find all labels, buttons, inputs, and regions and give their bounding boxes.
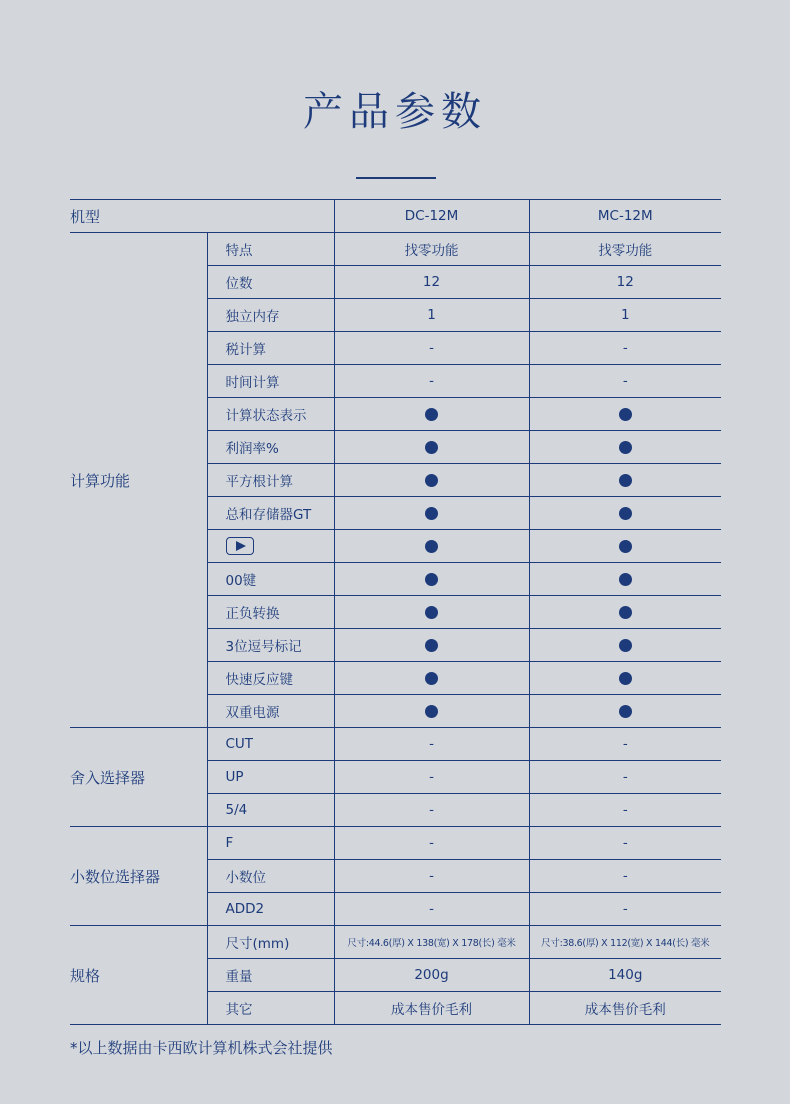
value-mc-5 <box>529 398 721 431</box>
category-decimal: 小数位选择器 <box>70 827 207 926</box>
value-dc-17: - <box>334 794 529 827</box>
value-dc-13 <box>334 662 529 695</box>
value-dc-7 <box>334 464 529 497</box>
value-mc-19: - <box>529 860 721 893</box>
value-mc-18: - <box>529 827 721 860</box>
feature-label: 计算状态表示 <box>207 398 334 431</box>
table-row <box>70 827 721 860</box>
value-mc-23: 成本售价毛利 <box>529 992 721 1025</box>
value-mc-9 <box>529 530 721 563</box>
value-dc-2: 1 <box>334 299 529 332</box>
model-label: 机型 <box>70 200 334 233</box>
feature-label: 税计算 <box>207 332 334 365</box>
value-dc-8 <box>334 497 529 530</box>
value-mc-22: 140g <box>529 959 721 992</box>
feature-dot-icon <box>619 507 632 520</box>
value-mc-4: - <box>529 365 721 398</box>
value-dc-11 <box>334 596 529 629</box>
feature-dot-icon <box>425 672 438 685</box>
feature-label: 正负转换 <box>207 596 334 629</box>
feature-label: 3位逗号标记 <box>207 629 334 662</box>
value-mc-12 <box>529 629 721 662</box>
feature-label: ADD2 <box>207 893 334 926</box>
value-dc-3: - <box>334 332 529 365</box>
feature-label: 总和存储器GT <box>207 497 334 530</box>
feature-dot-icon <box>619 474 632 487</box>
value-mc-1: 12 <box>529 266 721 299</box>
feature-label: 尺寸(mm) <box>207 926 334 959</box>
feature-label: F <box>207 827 334 860</box>
feature-dot-icon <box>619 672 632 685</box>
feature-label: 重量 <box>207 959 334 992</box>
category-calc: 计算功能 <box>70 233 207 728</box>
feature-label: CUT <box>207 728 334 761</box>
feature-dot-icon <box>425 639 438 652</box>
play-key-icon <box>226 537 254 555</box>
feature-dot-icon <box>619 540 632 553</box>
value-dc-15: - <box>334 728 529 761</box>
feature-label: 位数 <box>207 266 334 299</box>
feature-dot-icon <box>425 474 438 487</box>
feature-label: UP <box>207 761 334 794</box>
value-dc-19: - <box>334 860 529 893</box>
table-row <box>70 926 721 959</box>
feature-label: 00键 <box>207 563 334 596</box>
value-mc-14 <box>529 695 721 728</box>
feature-label: 时间计算 <box>207 365 334 398</box>
feature-label: 小数位 <box>207 860 334 893</box>
feature-label: 特点 <box>207 233 334 266</box>
value-dc-20: - <box>334 893 529 926</box>
title-underline <box>356 177 436 179</box>
value-dc-23: 成本售价毛利 <box>334 992 529 1025</box>
value-mc-2: 1 <box>529 299 721 332</box>
feature-dot-icon <box>425 606 438 619</box>
header-row <box>70 200 721 233</box>
feature-label: 平方根计算 <box>207 464 334 497</box>
model-mc: MC-12M <box>529 200 721 233</box>
feature-dot-icon <box>619 606 632 619</box>
spec-table <box>70 199 721 1025</box>
table-row <box>70 728 721 761</box>
value-mc-3: - <box>529 332 721 365</box>
feature-dot-icon <box>619 573 632 586</box>
category-spec: 规格 <box>70 926 207 1025</box>
value-mc-13 <box>529 662 721 695</box>
value-dc-14 <box>334 695 529 728</box>
feature-label: 5/4 <box>207 794 334 827</box>
category-rounding: 舍入选择器 <box>70 728 207 827</box>
value-dc-4: - <box>334 365 529 398</box>
value-dc-12 <box>334 629 529 662</box>
value-dc-6 <box>334 431 529 464</box>
value-mc-8 <box>529 497 721 530</box>
feature-label: 快速反应键 <box>207 662 334 695</box>
table-row <box>70 233 721 266</box>
value-dc-16: - <box>334 761 529 794</box>
feature-label: 独立内存 <box>207 299 334 332</box>
value-dc-10 <box>334 563 529 596</box>
feature-dot-icon <box>619 441 632 454</box>
feature-dot-icon <box>425 705 438 718</box>
feature-dot-icon <box>425 408 438 421</box>
value-mc-21: 尺寸:38.6(厚) X 112(宽) X 144(长) 毫米 <box>529 926 721 959</box>
feature-label: 双重电源 <box>207 695 334 728</box>
value-dc-22: 200g <box>334 959 529 992</box>
model-dc: DC-12M <box>334 200 529 233</box>
value-mc-6 <box>529 431 721 464</box>
value-mc-17: - <box>529 794 721 827</box>
value-mc-20: - <box>529 893 721 926</box>
value-dc-5 <box>334 398 529 431</box>
value-mc-16: - <box>529 761 721 794</box>
value-mc-0: 找零功能 <box>529 233 721 266</box>
value-dc-0: 找零功能 <box>334 233 529 266</box>
value-dc-21: 尺寸:44.6(厚) X 138(宽) X 178(长) 毫米 <box>334 926 529 959</box>
feature-dot-icon <box>619 705 632 718</box>
value-mc-15: - <box>529 728 721 761</box>
feature-label <box>207 530 334 563</box>
value-mc-10 <box>529 563 721 596</box>
feature-dot-icon <box>619 639 632 652</box>
value-dc-1: 12 <box>334 266 529 299</box>
feature-label: 其它 <box>207 992 334 1025</box>
feature-dot-icon <box>425 540 438 553</box>
feature-dot-icon <box>425 507 438 520</box>
value-dc-9 <box>334 530 529 563</box>
feature-dot-icon <box>425 573 438 586</box>
value-mc-7 <box>529 464 721 497</box>
feature-label: 利润率% <box>207 431 334 464</box>
value-mc-11 <box>529 596 721 629</box>
page-title: 产品参数 <box>303 89 487 135</box>
feature-dot-icon <box>619 408 632 421</box>
footnote: *以上数据由卡西欧计算机株式会社提供 <box>70 1039 333 1057</box>
feature-dot-icon <box>425 441 438 454</box>
value-dc-18: - <box>334 827 529 860</box>
